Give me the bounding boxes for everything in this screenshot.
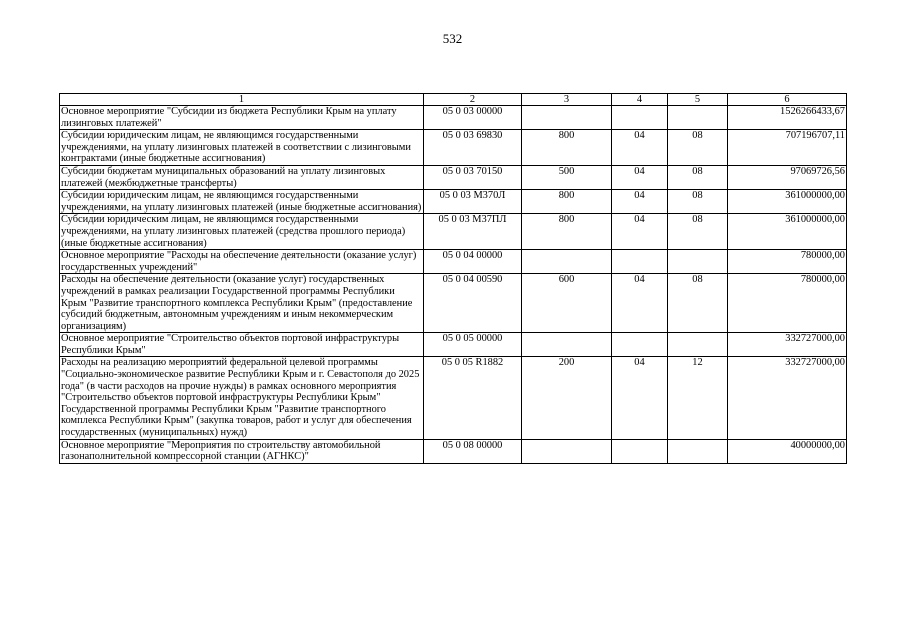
- row-subsection: 08: [668, 190, 728, 214]
- row-expense-type: [522, 106, 612, 130]
- row-subsection: [668, 439, 728, 463]
- row-amount: 40000000,00: [728, 439, 847, 463]
- row-name: Основное мероприятие "Мероприятия по строительству автомобильной газонаполнительной компрессорной станции (АГНКС)": [60, 439, 424, 463]
- header-col-2: 2: [424, 94, 522, 106]
- row-name: Субсидии бюджетам муниципальных образований на уплату лизинговых платежей (межбюджетные трансферты): [60, 165, 424, 189]
- row-expense-type: 800: [522, 214, 612, 250]
- row-subsection: 08: [668, 274, 728, 333]
- row-expense-type: 800: [522, 130, 612, 166]
- row-code: 05 0 03 00000: [424, 106, 522, 130]
- row-subsection: [668, 333, 728, 357]
- row-amount: 707196707,11: [728, 130, 847, 166]
- header-row: [60, 94, 847, 106]
- table-row: [60, 250, 847, 274]
- table-row: [60, 274, 847, 333]
- table-row: [60, 439, 847, 463]
- row-subsection: [668, 106, 728, 130]
- row-section: 04: [612, 214, 668, 250]
- row-section: 04: [612, 130, 668, 166]
- header-col-5: 5: [668, 94, 728, 106]
- table-row: [60, 165, 847, 189]
- row-amount: 1526266433,67: [728, 106, 847, 130]
- row-code: 05 0 08 00000: [424, 439, 522, 463]
- row-section: 04: [612, 190, 668, 214]
- row-name: Расходы на реализацию мероприятий федеральной целевой программы "Социально-экономическое развитие Республики Крым и г. Севастополя до 2025 года" (в части расходов на прочие нужды) в рамках основного мероприятия "Строительство объектов портовой инфраструктуры Республики Крым" Государственной программы Республики Крым "Развитие транспортного комплекса Республики Крым" (закупка товаров, работ и услуг для обеспечения государственных (муниципальных) нужд): [60, 357, 424, 439]
- row-code: 05 0 05 00000: [424, 333, 522, 357]
- row-expense-type: 500: [522, 165, 612, 189]
- row-subsection: [668, 250, 728, 274]
- row-expense-type: 800: [522, 190, 612, 214]
- budget-table: [59, 93, 847, 464]
- row-name: Основное мероприятие "Строительство объектов портовой инфраструктуры Республики Крым": [60, 333, 424, 357]
- row-code: 05 0 03 М37ПЛ: [424, 214, 522, 250]
- row-name: Основное мероприятие "Расходы на обеспечение деятельности (оказание услуг) государственных учреждений": [60, 250, 424, 274]
- row-section: [612, 333, 668, 357]
- row-code: 05 0 04 00590: [424, 274, 522, 333]
- row-code: 05 0 03 70150: [424, 165, 522, 189]
- header-col-1: 1: [60, 94, 424, 106]
- row-expense-type: [522, 250, 612, 274]
- row-subsection: 08: [668, 214, 728, 250]
- row-subsection: 08: [668, 130, 728, 166]
- table-row: [60, 106, 847, 130]
- row-expense-type: [522, 439, 612, 463]
- row-code: 05 0 03 М370Л: [424, 190, 522, 214]
- page-number: 532: [442, 31, 463, 46]
- row-name: Основное мероприятие "Субсидии из бюджета Республики Крым на уплату лизинговых платежей": [60, 106, 424, 130]
- row-amount: 780000,00: [728, 274, 847, 333]
- row-expense-type: [522, 333, 612, 357]
- row-amount: 361000000,00: [728, 214, 847, 250]
- row-code: 05 0 04 00000: [424, 250, 522, 274]
- row-section: 04: [612, 165, 668, 189]
- table-row: [60, 214, 847, 250]
- header-col-6: 6: [728, 94, 847, 106]
- row-amount: 332727000,00: [728, 333, 847, 357]
- row-section: [612, 106, 668, 130]
- table-row: [60, 357, 847, 439]
- row-amount: 780000,00: [728, 250, 847, 274]
- row-section: 04: [612, 357, 668, 439]
- row-section: 04: [612, 274, 668, 333]
- row-code: 05 0 03 69830: [424, 130, 522, 166]
- table-row: [60, 333, 847, 357]
- row-amount: 332727000,00: [728, 357, 847, 439]
- table-row: [60, 190, 847, 214]
- row-subsection: 08: [668, 165, 728, 189]
- row-amount: 361000000,00: [728, 190, 847, 214]
- row-amount: 97069726,56: [728, 165, 847, 189]
- row-name: Субсидии юридическим лицам, не являющимся государственными учреждениями, на уплату лизинговых платежей (средства прошлого периода) (иные бюджетные ассигнования): [60, 214, 424, 250]
- header-col-3: 3: [522, 94, 612, 106]
- header-col-4: 4: [612, 94, 668, 106]
- row-code: 05 0 05 R1882: [424, 357, 522, 439]
- row-name: Субсидии юридическим лицам, не являющимся государственными учреждениями, на уплату лизинговых платежей (иные бюджетные ассигнования): [60, 190, 424, 214]
- row-section: [612, 439, 668, 463]
- row-expense-type: 600: [522, 274, 612, 333]
- row-section: [612, 250, 668, 274]
- row-name: Расходы на обеспечение деятельности (оказание услуг) государственных учреждений в рамках реализации Государственной программы Республики Крым "Развитие транспортного комплекса Республики Крым" (предоставление субсидий бюджетным, автономным учреждениям и иным некоммерческим организациям): [60, 274, 424, 333]
- row-name: Субсидии юридическим лицам, не являющимся государственными учреждениями, на уплату лизинговых платежей в соответствии с лизинговыми контрактами (иные бюджетные ассигнования): [60, 130, 424, 166]
- row-subsection: 12: [668, 357, 728, 439]
- row-expense-type: 200: [522, 357, 612, 439]
- table-row: [60, 130, 847, 166]
